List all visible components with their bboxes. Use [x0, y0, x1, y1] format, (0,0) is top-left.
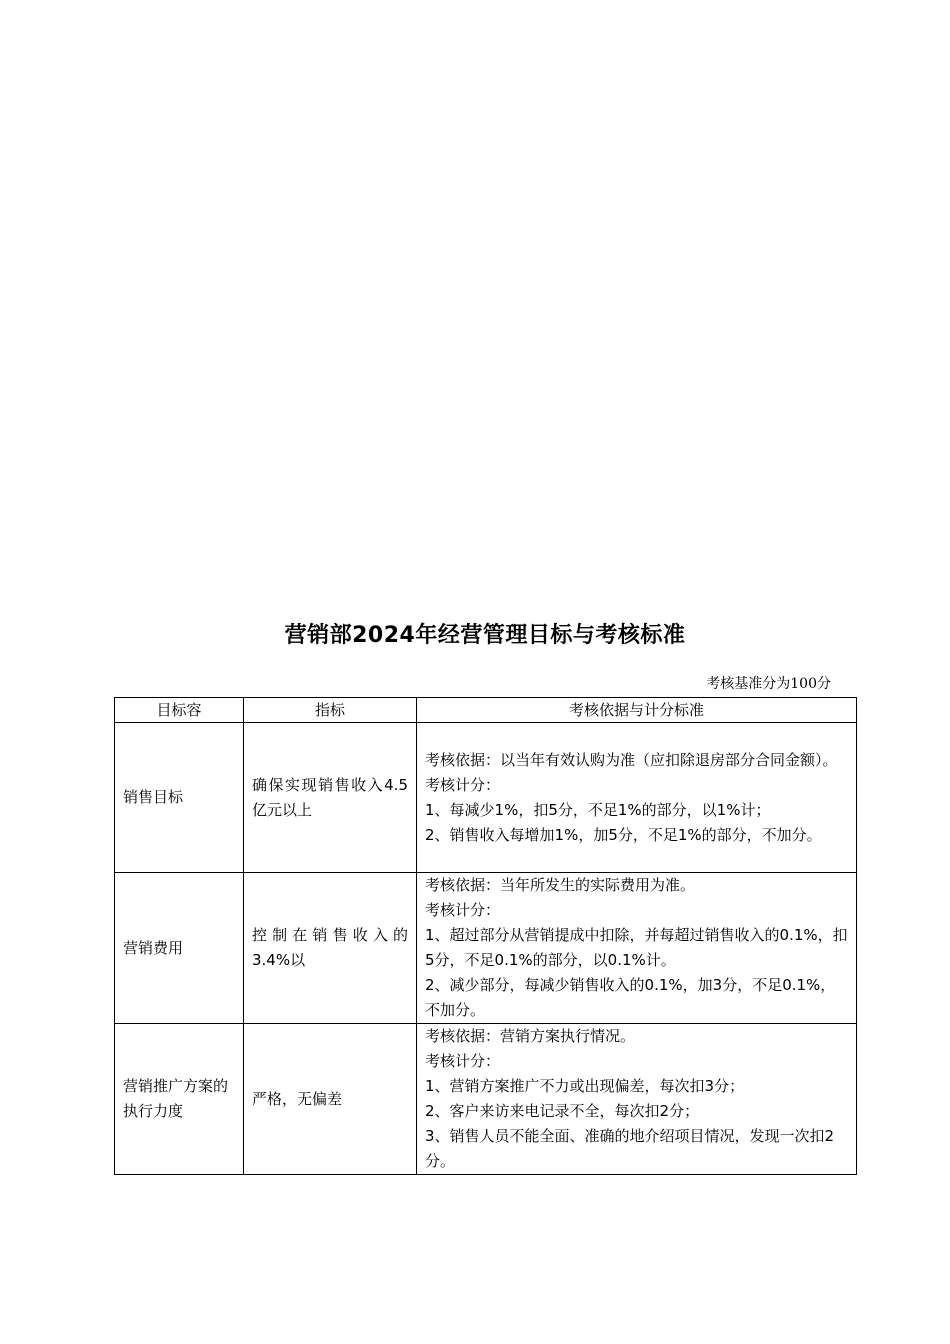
criteria-line: 考核依据：当年所发生的实际费用为准。 [425, 876, 696, 894]
target-cell: 销售目标 [115, 723, 244, 873]
page-title: 营销部2024年经营管理目标与考核标准 [284, 623, 686, 648]
criteria-line: 3、销售人员不能全面、准确的地介绍项目情况，发现一次扣2分。 [425, 1127, 835, 1170]
criteria-line: 考核依据：以当年有效认购为准（应扣除退房部分合同金额）。 [425, 750, 838, 769]
criteria-line: 考核计分： [425, 1052, 501, 1070]
header-target: 目标容 [115, 698, 244, 723]
criteria-line: 1、每减少1%，扣5分，不足1%的部分，以1%计； [425, 800, 771, 819]
indicator-cell: 确保实现销售收入4.5亿元以上 [244, 723, 417, 873]
criteria-line: 考核依据：营销方案执行情况。 [425, 1027, 636, 1045]
table-header-row [115, 698, 857, 723]
target-cell: 营销推广方案的执行力度 [115, 1024, 244, 1175]
indicator-cell: 控制在销售收入的3.4%以 [244, 873, 417, 1024]
criteria-line: 2、销售收入每增加1%，加5分，不足1%的部分，不加分。 [425, 825, 822, 844]
criteria-line: 1、营销方案推广不力或出现偏差，每次扣3分； [425, 1077, 745, 1095]
criteria-line: 考核计分： [425, 901, 501, 919]
criteria-cell [417, 873, 857, 1024]
criteria-cell [417, 723, 857, 873]
criteria-line: 考核计分： [425, 775, 501, 794]
criteria-cell [417, 1024, 857, 1175]
header-criteria: 考核依据与计分标准 [417, 698, 857, 723]
target-cell: 营销费用 [115, 873, 244, 1024]
criteria-line: 2、客户来访来电记录不全，每次扣2分； [425, 1102, 700, 1120]
base-score-note: 考核基准分为100分 [706, 676, 831, 692]
table-row [115, 1024, 857, 1175]
header-indicator: 指标 [244, 698, 417, 723]
criteria-line: 1、超过部分从营销提成中扣除，并每超过销售收入的0.1%，扣5分，不足0.1%的部分，以0.1%计。 [425, 926, 848, 969]
table-row [115, 723, 857, 873]
assessment-table [114, 697, 857, 1175]
table-row [115, 873, 857, 1024]
indicator-cell: 严格，无偏差 [244, 1024, 417, 1175]
criteria-line: 2、减少部分，每减少销售收入的0.1%，加3分，不足0.1%，不加分。 [425, 976, 836, 1019]
